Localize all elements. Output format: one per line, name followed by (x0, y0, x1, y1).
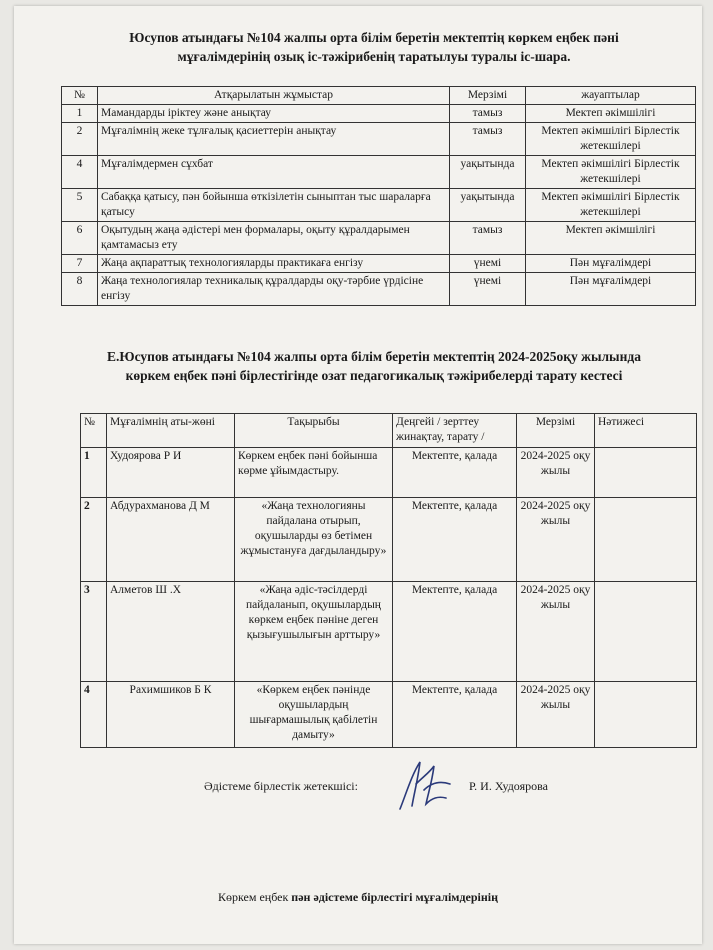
table-header-row (62, 87, 696, 105)
header-cell: Мұғалімнің аты-жөні (107, 414, 235, 448)
row-responsible: Пән мұғалімдері (526, 273, 696, 306)
header-cell: Мерзімі (450, 87, 526, 105)
row-number: 5 (62, 189, 98, 222)
row-work: Мұғалімдермен сұхбат (98, 156, 450, 189)
doc1-title (54, 28, 694, 66)
table-row (62, 123, 696, 156)
header-cell: жауаптылар (526, 87, 696, 105)
table-row (62, 105, 696, 123)
row-result (595, 582, 697, 682)
signature-label: Әдістеме бірлестік жетекшісі: (204, 779, 358, 793)
table-row (81, 498, 697, 582)
row-term: үнемі (450, 255, 526, 273)
doc2-title (54, 347, 694, 385)
doc1-title-line2: мұғалімдерінің озық іс-тәжірибенің таратылуы туралы іс-шара. (177, 49, 571, 64)
row-number: 4 (81, 682, 107, 748)
row-responsible: Пән мұғалімдері (526, 255, 696, 273)
activities-table (61, 86, 696, 306)
table-row (62, 273, 696, 306)
row-number: 1 (81, 448, 107, 498)
header-cell: № (62, 87, 98, 105)
row-work: Оқытудың жаңа әдістері мен формалары, оқыту құралдарымен қамтамасыз ету (98, 222, 450, 255)
row-level: Мектепте, қалада (393, 448, 517, 498)
signature-name: Р. И. Худоярова (469, 779, 548, 793)
row-number: 7 (62, 255, 98, 273)
row-work: Жаңа технологиялар техникалық құралдарды оқу-тәрбие үрдісіне енгізу (98, 273, 450, 306)
table-row (62, 156, 696, 189)
row-term: тамыз (450, 105, 526, 123)
experience-table (80, 413, 697, 748)
row-work: Мұғалімнің жеке тұлғалық қасиеттерін анықтау (98, 123, 450, 156)
row-responsible: Мектеп әкімшілігі Бірлестік жетекшілері (526, 156, 696, 189)
row-number: 1 (62, 105, 98, 123)
row-responsible: Мектеп әкімшілігі Бірлестік жетекшілері (526, 123, 696, 156)
row-term: уақытында (450, 156, 526, 189)
row-number: 3 (81, 582, 107, 682)
header-cell: Мерзімі (517, 414, 595, 448)
row-responsible: Мектеп әкімшілігі Бірлестік жетекшілері (526, 189, 696, 222)
doc1-title-line1: Юсупов атындағы №104 жалпы орта білім беретін мектептің көркем еңбек пәні (129, 30, 619, 45)
row-number: 6 (62, 222, 98, 255)
row-work: Мамандарды іріктеу және анықтау (98, 105, 450, 123)
row-term: уақытында (450, 189, 526, 222)
row-topic: Көркем еңбек пәні бойынша көрме ұйымдастыру. (235, 448, 393, 498)
document-page (14, 6, 702, 944)
row-level: Мектепте, қалада (393, 498, 517, 582)
row-topic: «Жаңа әдіс-тәсілдерді пайдаланып, оқушылардың көркем еңбек пәніне деген қызығушылығын арттыру» (235, 582, 393, 682)
table-row (81, 582, 697, 682)
row-number: 8 (62, 273, 98, 306)
row-result (595, 448, 697, 498)
row-term: тамыз (450, 123, 526, 156)
header-cell: Тақырыбы (235, 414, 393, 448)
row-number: 2 (62, 123, 98, 156)
footer-bold: пән әдістеме бірлестігі мұғалімдерінің (291, 890, 499, 904)
header-cell: № (81, 414, 107, 448)
row-term: тамыз (450, 222, 526, 255)
row-level: Мектепте, қалада (393, 582, 517, 682)
row-level: Мектепте, қалада (393, 682, 517, 748)
row-teacher-name: Алметов Ш .Х (107, 582, 235, 682)
row-number: 4 (62, 156, 98, 189)
table-row (81, 682, 697, 748)
table-row (62, 222, 696, 255)
row-result (595, 682, 697, 748)
header-cell: Деңгейі / зерттеу жинақтау, тарату / (393, 414, 517, 448)
header-cell: Нәтижесі (595, 414, 697, 448)
row-work: Сабаққа қатысу, пән бойынша өткізілетін сыныптан тыс шараларға қатысу (98, 189, 450, 222)
row-term: 2024-2025 оқу жылы (517, 682, 595, 748)
row-teacher-name: Худоярова Р И (107, 448, 235, 498)
table-row (62, 255, 696, 273)
doc2-title-line2: көркем еңбек пәні бірлестігінде озат педагогикалық тәжірибелерді тарату кестесі (125, 368, 623, 383)
row-teacher-name: Рахимшиков Б К (107, 682, 235, 748)
footer-text (14, 890, 702, 905)
signature-mark (394, 754, 454, 814)
row-term: 2024-2025 оқу жылы (517, 498, 595, 582)
header-cell: Атқарылатын жұмыстар (98, 87, 450, 105)
row-teacher-name: Абдурахманова Д М (107, 498, 235, 582)
doc2-title-line1: Е.Юсупов атындағы №104 жалпы орта білім беретін мектептің 2024-2025оқу жылында (107, 349, 641, 364)
row-topic: «Жаңа технологияны пайдалана отырып, оқушыларды өз бетімен жұмыстануға дағдыландыру» (235, 498, 393, 582)
row-term: үнемі (450, 273, 526, 306)
row-result (595, 498, 697, 582)
table-header-row (81, 414, 697, 448)
table-row (81, 448, 697, 498)
row-topic: «Көркем еңбек пәнінде оқушылардың шығармашылық қабілетін дамыту» (235, 682, 393, 748)
row-number: 2 (81, 498, 107, 582)
row-responsible: Мектеп әкімшілігі (526, 105, 696, 123)
row-work: Жаңа ақпараттық технологияларды практикаға енгізу (98, 255, 450, 273)
row-responsible: Мектеп әкімшілігі (526, 222, 696, 255)
footer-normal: Көркем еңбек (217, 890, 292, 904)
row-term: 2024-2025 оқу жылы (517, 448, 595, 498)
row-term: 2024-2025 оқу жылы (517, 582, 595, 682)
table-row (62, 189, 696, 222)
